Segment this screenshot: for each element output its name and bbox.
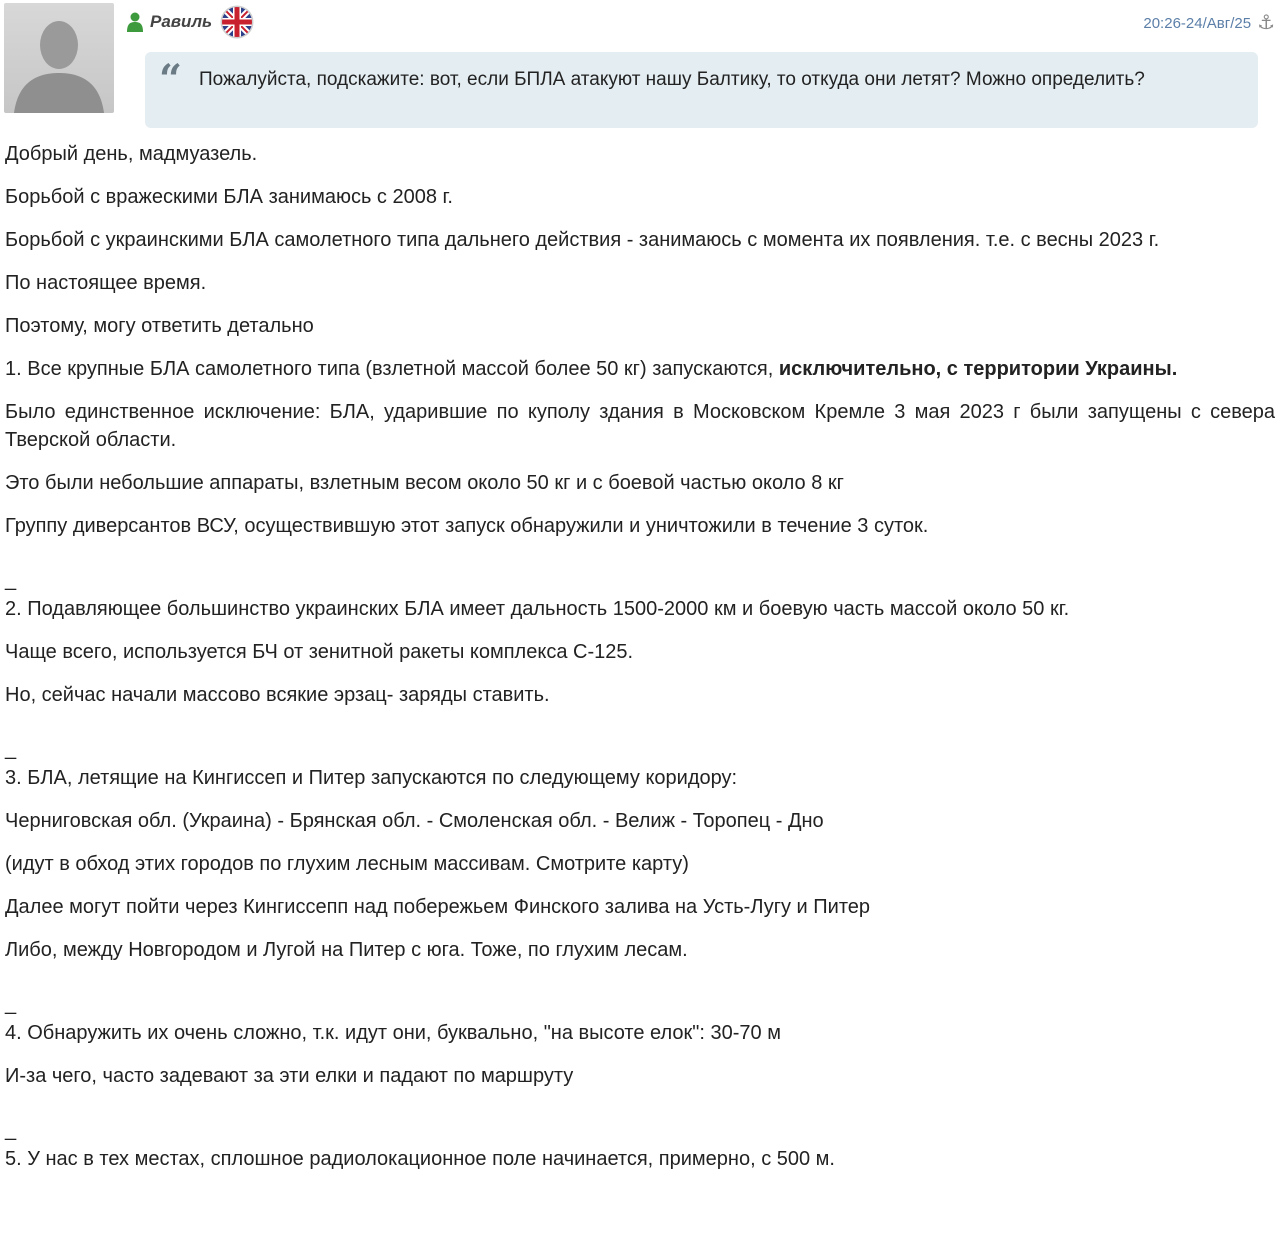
paragraph: И-за чего, часто задевают за эти елки и падают по маршруту xyxy=(5,1065,574,1087)
post-timestamp[interactable]: 20:26-24/Авг/25 xyxy=(1143,14,1252,32)
paragraph: Борьбой с украинскими БЛА самолетного типа дальнего действия - занимаюсь с момента их появления. т.е. с весны 2023 г. xyxy=(5,229,1160,251)
paragraph: Либо, между Новгородом и Лугой на Питер с юга. Тоже, по глухим лесам. xyxy=(5,939,688,961)
uk-flag-icon xyxy=(220,5,254,39)
separator: _ xyxy=(5,1119,17,1141)
paragraph: Далее могут пойти через Кингиссепп над побережьем Финского залива на Усть-Лугу и Питер xyxy=(5,896,870,918)
username[interactable]: Равиль xyxy=(150,12,213,31)
paragraph: Группу диверсантов ВСУ, осуществившую этот запуск обнаружили и уничтожили в течение 3 суток. xyxy=(5,515,929,537)
quote-block xyxy=(145,52,1258,128)
paragraph: 5. У нас в тех местах, сплошное радиолокационное поле начинается, примерно, с 500 м. xyxy=(5,1148,835,1170)
quote-mark-icon: “ xyxy=(159,56,183,103)
paragraph: 3. БЛА, летящие на Кингиссеп и Питер запускаются по следующему коридору: xyxy=(5,767,738,789)
paragraph: 4. Обнаружить их очень сложно, т.к. идут они, буквально, "на высоте елок": 30-70 м xyxy=(5,1022,781,1044)
paragraph: Добрый день, мадмуазель. xyxy=(5,143,258,165)
separator: _ xyxy=(5,738,17,760)
paragraph-text: 1. Все крупные БЛА самолетного типа (взлетной массой более 50 кг) запускаются, xyxy=(5,358,779,380)
anchor-icon[interactable]: ⚓ xyxy=(1257,12,1275,34)
paragraph: 2. Подавляющее большинство украинских БЛА имеет дальность 1500-2000 км и боевую часть массой около 50 кг. xyxy=(5,598,1070,620)
post-body xyxy=(5,140,1275,1188)
paragraph: Было единственное исключение: БЛА, ударившие по куполу здания в Московском Кремле 3 мая 2023 г были запущены с севера Тверской области. xyxy=(5,401,1275,451)
post-header xyxy=(126,4,254,40)
paragraph: Черниговская обл. (Украина) - Брянская обл. - Смоленская обл. - Велиж - Торопец - Дно xyxy=(5,810,824,832)
paragraph: Чаще всего, используется БЧ от зенитной ракеты комплекса С-125. xyxy=(5,641,634,663)
separator: _ xyxy=(5,993,17,1015)
person-icon xyxy=(126,12,144,32)
post-meta xyxy=(1143,13,1275,33)
paragraph xyxy=(5,355,1275,383)
paragraph: Поэтому, могу ответить детально xyxy=(5,315,314,337)
paragraph-bold-text: исключительно, с территории Украины. xyxy=(778,358,1178,380)
paragraph: По настоящее время. xyxy=(5,272,207,294)
separator: _ xyxy=(5,569,17,591)
paragraph: Но, сейчас начали массово всякие эрзац- заряды ставить. xyxy=(5,684,550,706)
paragraph: Это были небольшие аппараты, взлетным весом около 50 кг и с боевой частью около 8 кг xyxy=(5,472,844,494)
avatar[interactable] xyxy=(4,3,114,113)
quote-text: Пожалуйста, подскажите: вот, если БПЛА атакуют нашу Балтику, то откуда они летят? Можно определить? xyxy=(199,69,1145,90)
paragraph: Борьбой с вражескими БЛА занимаюсь с 2008 г. xyxy=(5,186,453,208)
avatar-silhouette-icon xyxy=(4,3,114,113)
paragraph: (идут в обход этих городов по глухим лесным массивам. Смотрите карту) xyxy=(5,853,689,875)
